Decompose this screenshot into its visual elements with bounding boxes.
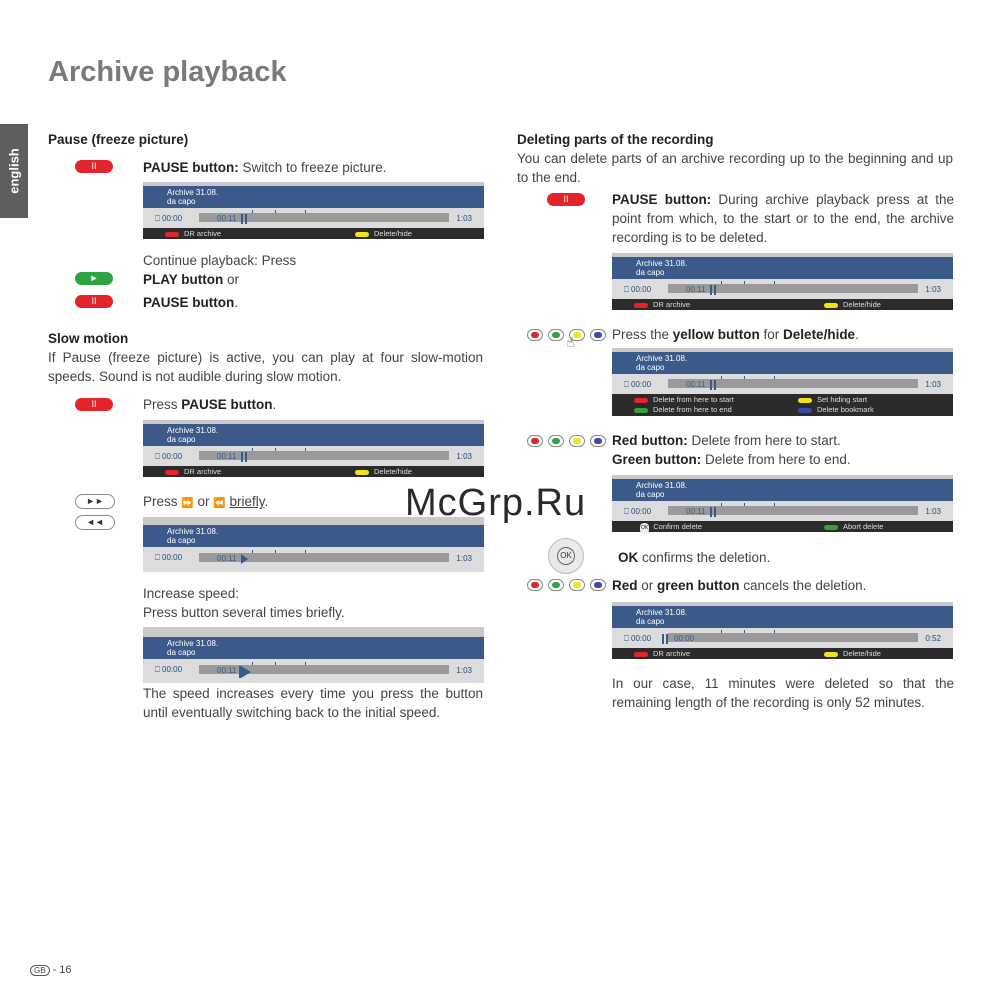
language-tab: english xyxy=(0,124,28,218)
screen-paused-2: Archive 31.08. da capo ⎕ 00:00 00:11 1:03 DR archive Delete/hide xyxy=(143,420,484,477)
rw-icon: ⏪ xyxy=(213,498,226,509)
press-pause-line: Press PAUSE button. xyxy=(143,397,277,412)
slow-heading: Slow motion xyxy=(48,331,129,346)
final-text: In our case, 11 minutes were deleted so that the remaining length of the recording is only 52 minutes. xyxy=(612,676,954,710)
hand-pointer-icon: ☝ xyxy=(566,334,575,350)
cancel-instruction: Red or green button cancels the deletion. xyxy=(612,578,867,593)
press-ff-line: Press ⏩ or ⏪ briefly. xyxy=(143,494,269,509)
red-dot-icon-3 xyxy=(527,579,543,591)
screen-slowmotion: Archive 31.08. da capo ⎕ 00:00 00:11 1:03 xyxy=(143,517,484,572)
green-dot-icon xyxy=(548,329,564,341)
green-instruction: Green button: Delete from here to end. xyxy=(612,452,851,467)
screen-r2: Archive 31.08. da capo ⎕ 00:00 00:11 1:03 Delete from here to start Delete from here to end Set hiding start Delete bookmark xyxy=(612,348,953,416)
pause-button-icon-4: II xyxy=(547,193,585,206)
yellow-instruction: Press the yellow button for Delete/hide. xyxy=(612,327,859,342)
speed-text: The speed increases every time you press the button until eventually switching back to the initial speed. xyxy=(143,686,483,720)
blue-dot-icon-3 xyxy=(590,579,606,591)
pause-button-icon-3: II xyxy=(75,398,113,411)
pause-delete-text: PAUSE button: During archive playback press at the point from which, to the start or to the end, the archive recording is to be deleted. xyxy=(612,192,954,245)
screen-paused: Archive 31.08. da capo ⎕ 00:00 00:11 1:03 DR archive Delete/hide xyxy=(143,182,484,239)
increase-speed-2: Press button several times briefly. xyxy=(143,605,345,620)
green-dot-icon-2 xyxy=(548,435,564,447)
delete-intro: You can delete parts of an archive recording up to the beginning and up to the end. xyxy=(517,151,953,185)
play-line: PLAY button or xyxy=(143,272,240,287)
screen-fast: Archive 31.08. da capo ⎕ 00:00 00:11 1:03 xyxy=(143,627,484,683)
green-dot-icon-3 xyxy=(548,579,564,591)
increase-speed-1: Increase speed: xyxy=(143,586,240,601)
continue-text: Continue playback: Press xyxy=(143,253,297,268)
watermark: McGrp.Ru xyxy=(405,482,587,524)
red-instruction: Red button: Delete from here to start. xyxy=(612,433,841,448)
delete-heading: Deleting parts of the recording xyxy=(517,132,714,147)
pause-button-icon-2: II xyxy=(75,295,113,308)
blue-dot-icon-2 xyxy=(590,435,606,447)
pause-heading: Pause (freeze picture) xyxy=(48,132,189,147)
blue-dot-icon xyxy=(590,329,606,341)
yellow-dot-icon-3 xyxy=(569,579,585,591)
ok-button-icon: OK xyxy=(548,538,584,574)
gb-badge: GB xyxy=(30,965,50,976)
ok-instruction: OK confirms the deletion. xyxy=(618,550,771,565)
page-title: Archive playback xyxy=(48,56,287,88)
pause-line: PAUSE button. xyxy=(143,295,239,310)
red-dot-icon xyxy=(527,329,543,341)
yellow-dot-icon-2 xyxy=(569,435,585,447)
page-number: GB - 16 xyxy=(30,964,72,976)
slow-text: If Pause (freeze picture) is active, you can play at four slow-motion speeds. Sound is not audible during slow motion. xyxy=(48,350,483,384)
screen-r4: Archive 31.08. da capo ⎕ 00:00 00:00 0:52 DR archive Delete/hide xyxy=(612,602,953,659)
pause-button-icon: II xyxy=(75,160,113,173)
play-button-icon: ► xyxy=(75,272,113,285)
ff-icon: ⏩ xyxy=(181,498,194,509)
fast-forward-button-icon: ►► xyxy=(75,494,115,509)
pause-instruction: PAUSE button: Switch to freeze picture. xyxy=(143,160,387,175)
red-dot-icon-2 xyxy=(527,435,543,447)
screen-r1: Archive 31.08. da capo ⎕ 00:00 00:11 1:03 DR archive Delete/hide xyxy=(612,253,953,310)
screen-r3: Archive 31.08. da capo ⎕ 00:00 00:11 1:03 OK Confirm delete Abort delete xyxy=(612,475,953,532)
rewind-button-icon: ◄◄ xyxy=(75,515,115,530)
